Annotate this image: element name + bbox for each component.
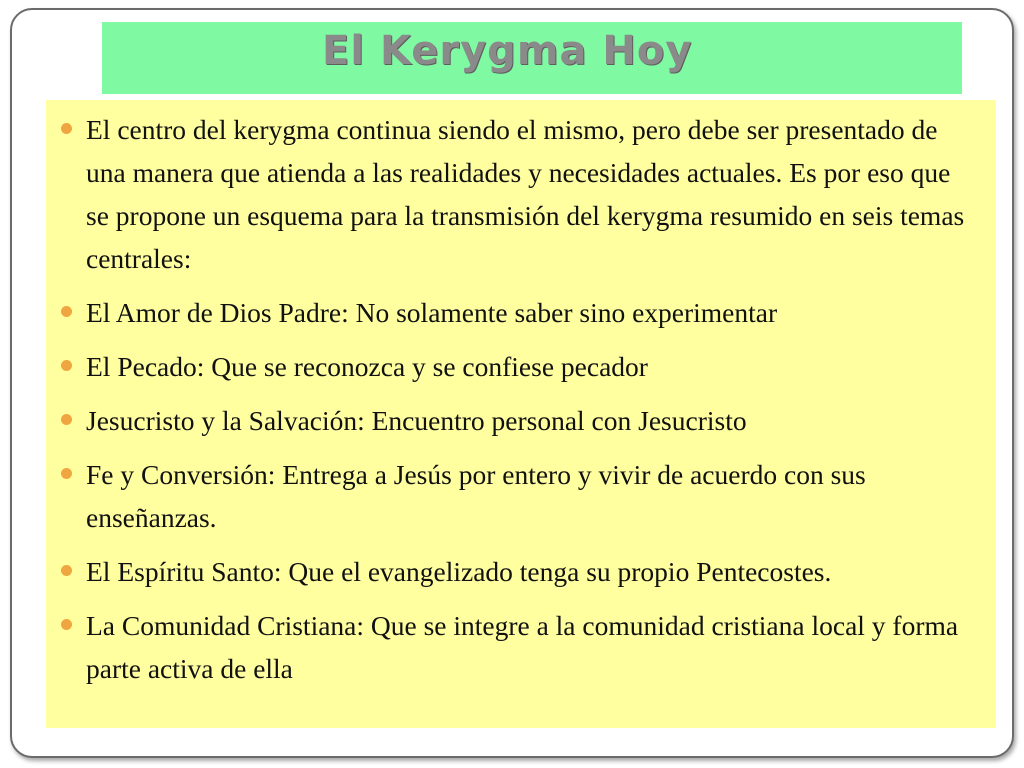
bullet-item	[86, 399, 972, 442]
bullet-item	[86, 604, 972, 690]
bullet-dot-icon	[61, 468, 72, 479]
bullet-text: La Comunidad Cristiana: Que se integre a la comunidad cristiana local y forma parte activa de ella	[86, 610, 959, 684]
bullet-dot-icon	[61, 123, 72, 134]
bullet-text: El Espíritu Santo: Que el evangelizado tenga su propio Pentecostes.	[86, 556, 832, 587]
bullet-dot-icon	[61, 565, 72, 576]
slide-title: El Kerygma Hoy	[322, 28, 693, 74]
bullet-text: Jesucristo y la Salvación: Encuentro personal con Jesucristo	[86, 405, 747, 436]
bullet-text: El Pecado: Que se reconozca y se confiese pecador	[86, 351, 648, 382]
bullet-text: El Amor de Dios Padre: No solamente saber sino experimentar	[86, 297, 778, 328]
bullet-item	[86, 345, 972, 388]
bullet-list	[46, 100, 996, 690]
bullet-dot-icon	[61, 414, 72, 425]
bullet-text: El centro del kerygma continua siendo el mismo, pero debe ser presentado de una manera que atienda a las realidades y necesidades actuales. Es por eso que se propone un esquema para la transmisión del kerygma resumido en seis temas centrales:	[86, 114, 965, 274]
bullet-item	[86, 550, 972, 593]
bullet-dot-icon	[61, 306, 72, 317]
bullet-item	[86, 291, 972, 334]
content-box	[46, 100, 996, 728]
bullet-dot-icon	[61, 619, 72, 630]
title-bar	[102, 22, 962, 94]
bullet-item	[86, 453, 972, 539]
bullet-text: Fe y Conversión: Entrega a Jesús por entero y vivir de acuerdo con sus enseñanzas.	[86, 459, 866, 533]
bullet-item	[86, 108, 972, 280]
bullet-dot-icon	[61, 360, 72, 371]
